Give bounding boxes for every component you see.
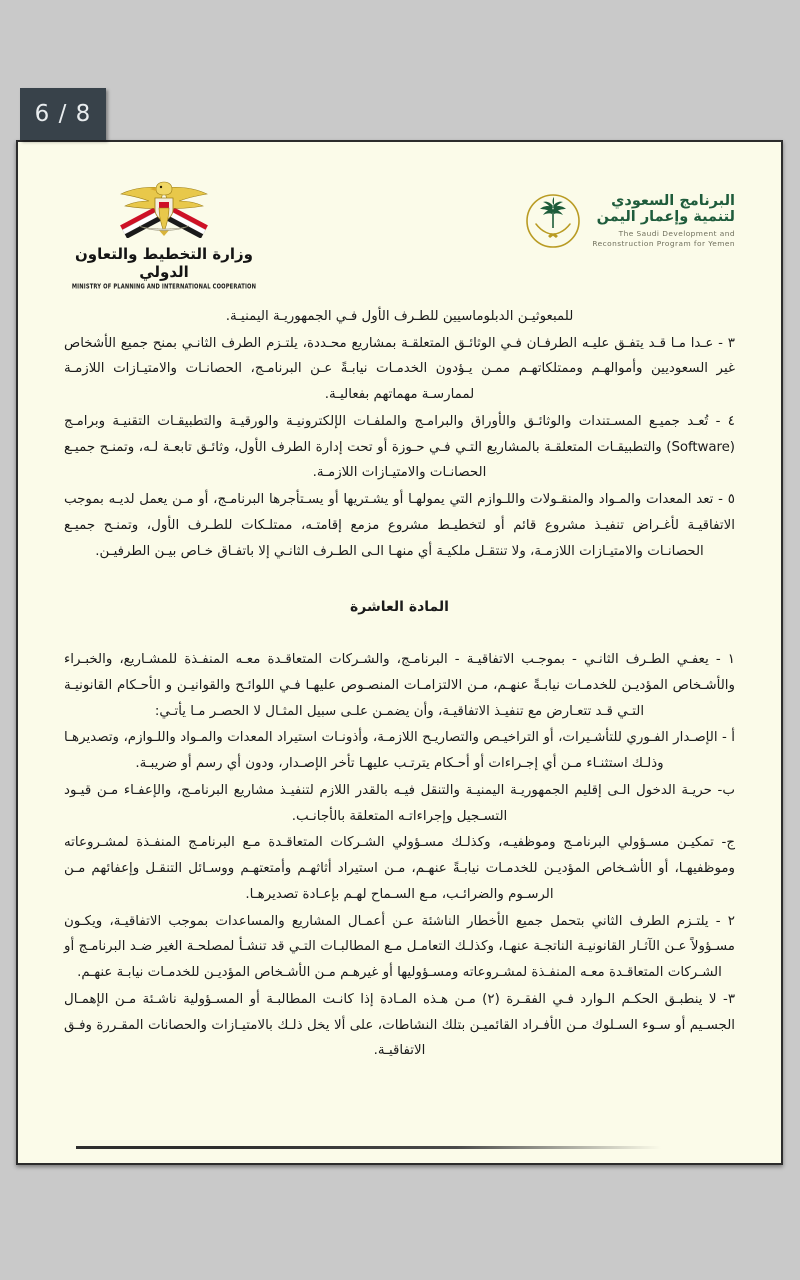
paragraph-4: ٤ - تُعـد جميـع المسـتندات والوثائـق والأوراق والبرامـج والملفـات الإلكترونيـة والورقيـة والتطبيقـات التقنيـة وبرامـج (Software) والتطبيقـات المتعلقـة بالمشاريع التـي فـي حـوزة أو تحت إدارة الطرف الأول، وثائـق تابعـة لـه، وتمنـح جميـع الحصانـات والامتيـازات اللازمـة. [64, 413, 735, 481]
page-indicator-label: 6 / 8 [34, 101, 92, 127]
article-paragraph-1: ١ - يعفـي الطـرف الثانـي - بموجـب الاتفاقيـة - البرنامـج، والشـركات المتعاقـدة معـه المنفـذة للمشـاريع، والخبـراء والأشـخاص المؤديـن للخدمـات نيابـةً عنهـم، مـن الالتزامـات المنصـوص عليهـا فـي اللوائـح والقوانيـن و الأحـكام القانونيـة التـي قـد تتعـارض مع تنفيـذ الاتفاقيـة، وأن يضمـن علـى سبيل المثـال لا الحصـر مـا يأتـي: [64, 652, 735, 719]
paragraph-5: ٥ - تعد المعدات والمـواد والمنقـولات واللـوازم التي يمولهـا أو يشـتريها أو يسـتأجرها البرنامـج، أو مـن يعمل لديـه بموجب الاتفاقيـة لأغـراض تنفيـذ مشروع قائم أو لتخطيـط مشروع مزمع إقامتـه، ممتلـكات للطـرف الأول، وتمنـح جميـع الحصانـات والامتيـازات اللازمـة، ولا تنتقـل ملكيـة أي منهـا الـى الطـرف الثانـي إلا باتفـاق خـاص بيـن الطرفيـن. [64, 492, 735, 559]
saudi-arabic-line-1: البرنامج السعودي [611, 192, 735, 209]
document-header [64, 170, 735, 290]
yemen-eagle-emblem [109, 176, 219, 238]
page-bottom-rule [76, 1146, 661, 1149]
article-paragraph-3: ٣- لا ينطبـق الحكـم الـوارد فـي الفقـرة (٢) مـن هـذه المـادة إذا كانـت المطالبـة أو المسـؤولية ناشـئة مـن الإهمـال الجسـيم أو سـوء السـلوك مـن الأفـراد القائميـن بتلك النشاطات، على ألا يخل ذلـك بالامتيـازات والحصانات المقـررة وفـق الاتفاقيـة. [64, 991, 736, 1059]
article-item-b: ب- حريـة الدخول الـى إقليم الجمهوريـة اليمنيـة والتنقل فيـه بالقدر اللازم لتنفيـذ مشاريع البرنامـج، والإعفـاء مـن قيـود التسـجيل وإجراءاتـه المتعلقة بالأجانـب. [64, 782, 735, 824]
document-page [16, 140, 783, 1165]
page-indicator-badge [20, 88, 106, 140]
article-item-a: أ - الإصـدار الفـوري للتأشـيرات، أو التراخيـص والتصاريـح اللازمـة، وأذونـات استيراد المعدات والمـواد واللـوازم، وتصديرهـا وذلـك استثنـاء مـن أي إجـراءات أو أحـكام يترتـب عليهـا تأخر الإصـدار، ودون أي رسم أو ضريبـة. [64, 730, 735, 772]
ministry-arabic-title: وزارة التخطيط والتعاون الدولي [75, 245, 253, 281]
article-heading: المادة العاشرة [350, 599, 449, 616]
paragraph-continued: للمبعوثيـن الدبلوماسيين للطـرف الأول فـي الجمهوريـة اليمنيـة. [225, 309, 574, 324]
saudi-english-line-2: Reconstruction Program for Yemen [592, 239, 735, 249]
saudi-english-line-1: The Saudi Development and [618, 229, 735, 239]
saudi-arabic-line-2: لتنمية وإعمار اليمن [596, 209, 735, 226]
paragraph-3: ٣ - عـدا مـا قـد يتفـق عليـه الطرفـان فـي الوثائـق المتعلقـة بمشاريع محـددة، يلتـزم الطرف الثانـي بمنح جميع الأشخاص غير السعوديين وأموالهـم وممتلكاتهـم ممـن يـؤدون الخدمـات نيابـةً عـن البرنامـج، الحصانـات والامتيـازات اللازمـة لممارسـة مهماتهم بفعاليـة. [64, 335, 735, 403]
article-paragraph-2: ٢ - يلتـزم الطرف الثاني بتحمل جميع الأخطار الناشئة عـن أعمـال المشاريع والمساعدات بموجب الاتفاقيـة، ويكـون مسـؤولاً عـن الآثـار القانونيـة الناتجـة عنهـا، وكذلـك التعامـل مـع المطالبـات التـي قد تنشـأ لمصلحـة الغير ضـد البرنامـج أو الشـركات المتعاقـدة معـه المنفـذة لمشـروعاته ومسـؤوليها أو غيرهـم مـن الأشـخاص المؤديـن للخدمـات نيابـة عنهـم. [64, 913, 735, 981]
document-body-text [64, 304, 735, 1064]
saudi-palm-swords-emblem [524, 192, 582, 250]
article-item-c: ج- تمكيـن مسـؤولي البرنامـج وموظفيـه، وكذلـك مسـؤولي الشـركات المتعاقـدة مـع البرنامـج المنفـذة لمشـروعاته وموظفيهـا، أو الأشـخاص المؤديـن للخدمـات نيابـةً عنهـم، مـن استيراد أثاثهـم وأمتعتهـم ووسـائل التنقـل وإعفائهم مـن الرسـوم والضرائـب، مـع السـماح لهـم بإعـادة تصديرهـا. [64, 835, 735, 902]
saudi-program-logo [524, 192, 735, 250]
ministry-of-planning-logo [64, 176, 264, 292]
ministry-english-caption: MINISTRY OF PLANNING AND INTERNATIONAL COOPERATION [71, 283, 257, 292]
